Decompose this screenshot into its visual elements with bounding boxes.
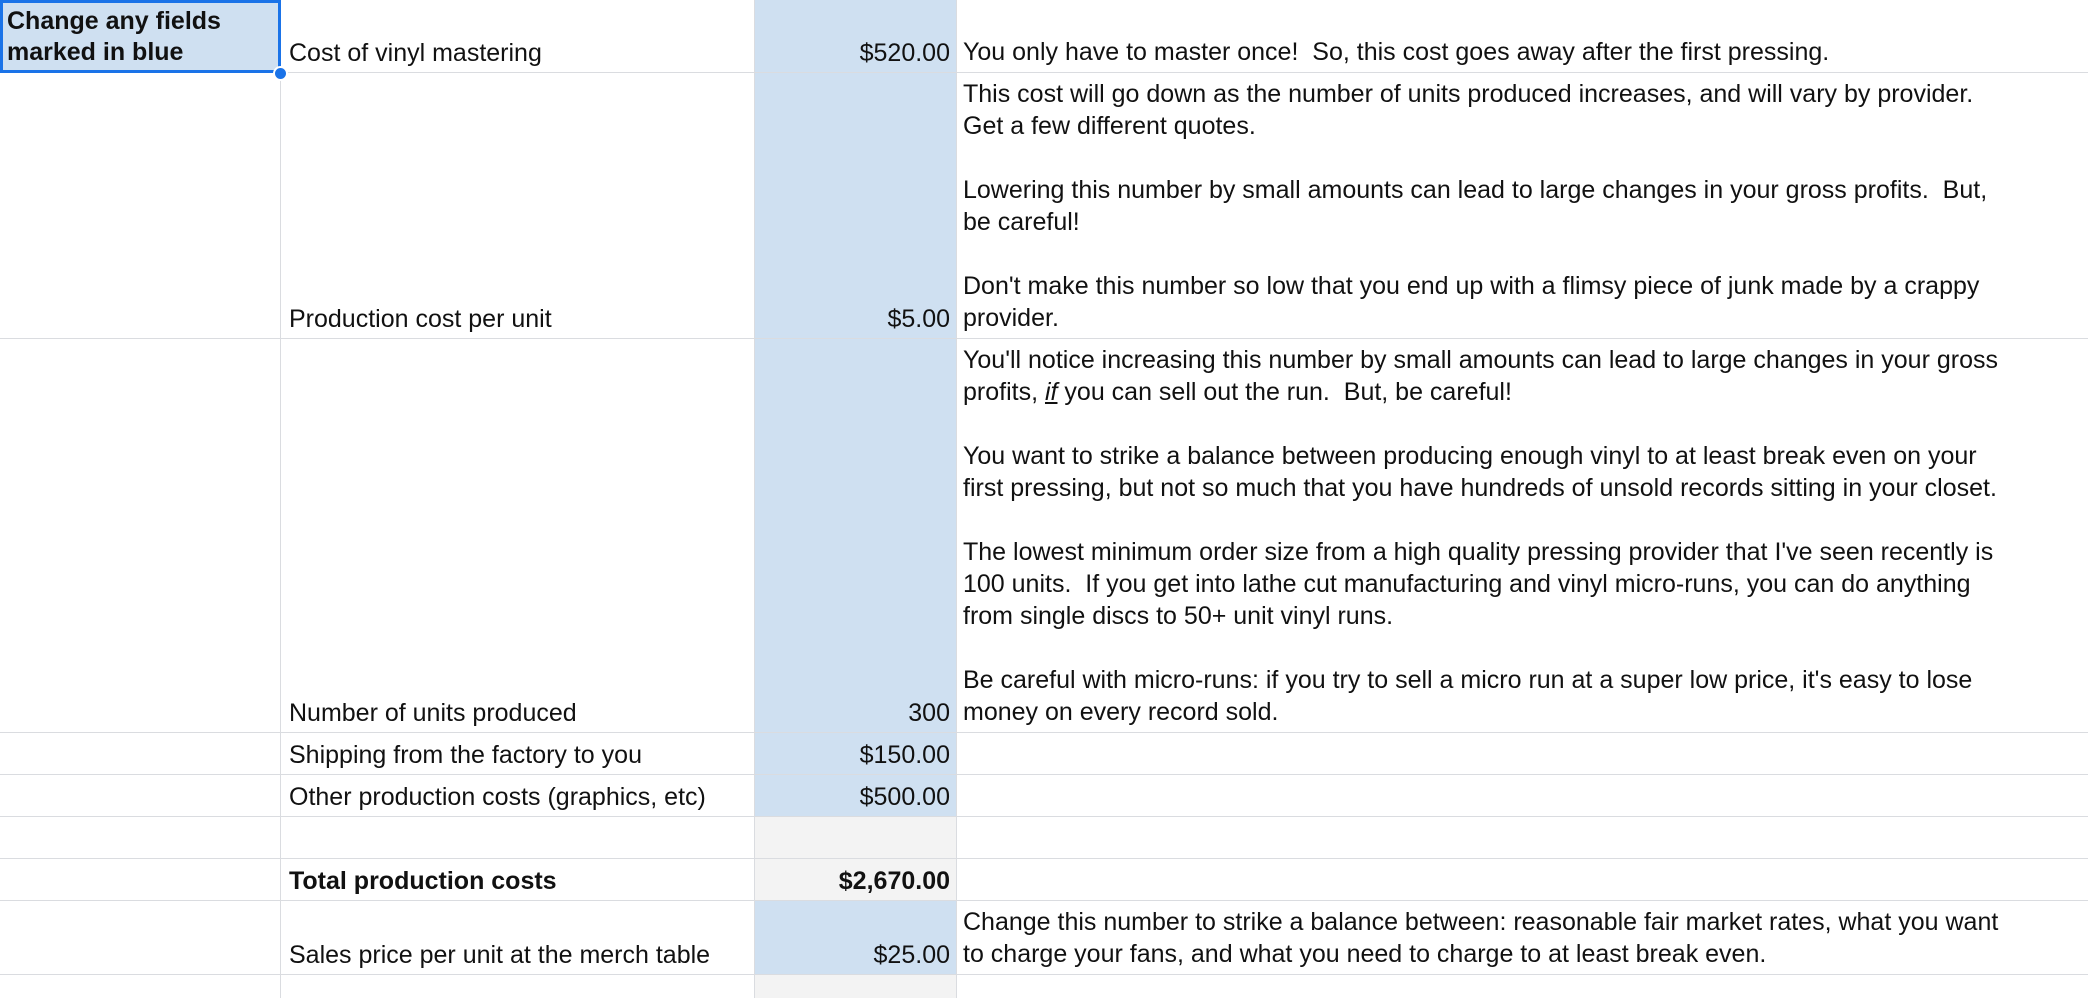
header-note-text: Change any fields marked in blue xyxy=(7,7,221,66)
row-6-note-cell[interactable] xyxy=(957,859,2088,900)
row-8-note-cell[interactable] xyxy=(957,975,2088,998)
row-2-value-cell[interactable] xyxy=(755,339,957,732)
row-3-label: Shipping from the factory to you xyxy=(289,741,642,769)
row-4-value: $500.00 xyxy=(859,783,950,811)
row-2-note-cell[interactable] xyxy=(957,339,2088,732)
row-2-value: 300 xyxy=(908,699,950,727)
row-2-note-part-2: you can sell out the run. But, be careful! You want to strike a balance between producing enough vinyl to at least break even on your first pressing, but not so much that you have hundreds of unsold records sitting in your closet. The lowest minimum order size from a high quality pressing provider that I've seen recently is 100 units. If you get into lathe cut manufacturing and vinyl micro-runs, you can do anything from single discs to 50+ unit vinyl runs. Be careful with micro-runs: if you try to sell a micro run at a super low price, it's easy to lose money on every record sold. xyxy=(963,378,1997,726)
row-7-col-a[interactable] xyxy=(0,901,281,974)
row-4-value-cell[interactable] xyxy=(755,775,957,816)
row-0-note-cell[interactable] xyxy=(957,0,2088,72)
row-5-label-cell[interactable] xyxy=(281,817,755,858)
row-8-col-a[interactable] xyxy=(0,975,281,998)
row-2-col-a[interactable] xyxy=(0,339,281,732)
row-7-value-cell[interactable] xyxy=(755,901,957,974)
row-1-note: This cost will go down as the number of units produced increases, and will vary by provider. Get a few different quotes. Lowering this number by small amounts can lead to large changes in your gross profits. But, be careful! Don't make this number so low that you end up with a flimsy piece of junk made by a crappy provider. xyxy=(963,80,1988,332)
row-3-col-a[interactable] xyxy=(0,733,281,774)
row-5-note-cell[interactable] xyxy=(957,817,2088,858)
row-2-label-cell[interactable] xyxy=(281,339,755,732)
row-sales-price xyxy=(0,901,2088,975)
row-0-value: $520.00 xyxy=(859,39,950,67)
row-7-note: Change this number to strike a balance between: reasonable fair market rates, what you want to charge your fans, and what you need to charge to at least break even. xyxy=(963,908,1999,968)
row-3-value: $150.00 xyxy=(859,741,950,769)
row-6-label: Total production costs xyxy=(289,867,557,895)
row-total-production xyxy=(0,859,2088,901)
row-7-note-cell[interactable] xyxy=(957,901,2088,974)
row-5-col-a[interactable] xyxy=(0,817,281,858)
row-4-label-cell[interactable] xyxy=(281,775,755,816)
row-6-value: $2,670.00 xyxy=(838,867,950,895)
row-3-note-cell[interactable] xyxy=(957,733,2088,774)
row-0-label: Cost of vinyl mastering xyxy=(289,39,542,67)
row-empty-1 xyxy=(0,817,2088,859)
row-empty-2 xyxy=(0,975,2088,998)
row-2-note xyxy=(963,344,1998,728)
row-1-note-cell[interactable] xyxy=(957,73,2088,338)
fill-handle[interactable] xyxy=(273,66,288,81)
row-6-col-a[interactable] xyxy=(0,859,281,900)
row-2-note-part-1: You'll notice increasing this number by small amounts can lead to large changes in your gross profits, xyxy=(963,346,1998,406)
row-other-costs xyxy=(0,775,2088,817)
row-7-label: Sales price per unit at the merch table xyxy=(289,941,711,969)
row-1-value: $5.00 xyxy=(887,305,950,333)
row-3-label-cell[interactable] xyxy=(281,733,755,774)
row-1-value-cell[interactable] xyxy=(755,73,957,338)
row-units-produced xyxy=(0,339,2088,733)
row-6-value-cell[interactable] xyxy=(755,859,957,900)
row-1-col-a[interactable] xyxy=(0,73,281,338)
row-8-value-cell[interactable] xyxy=(755,975,957,998)
header-note-cell[interactable] xyxy=(0,0,281,73)
row-vinyl-mastering xyxy=(0,0,2088,73)
row-0-value-cell[interactable] xyxy=(755,0,957,72)
row-shipping xyxy=(0,733,2088,775)
row-4-label: Other production costs (graphics, etc) xyxy=(289,783,706,811)
row-7-label-cell[interactable] xyxy=(281,901,755,974)
row-2-note-emphasis: if xyxy=(1044,378,1058,406)
row-0-label-cell[interactable] xyxy=(281,0,755,72)
row-2-label: Number of units produced xyxy=(289,699,577,727)
row-production-cost xyxy=(0,73,2088,339)
row-0-note: You only have to master once! So, this cost goes away after the first pressing. xyxy=(963,38,1830,66)
row-4-col-a[interactable] xyxy=(0,775,281,816)
row-6-label-cell[interactable] xyxy=(281,859,755,900)
row-1-label: Production cost per unit xyxy=(289,305,552,333)
row-7-value: $25.00 xyxy=(873,941,950,969)
row-8-label-cell[interactable] xyxy=(281,975,755,998)
row-3-value-cell[interactable] xyxy=(755,733,957,774)
row-5-value-cell[interactable] xyxy=(755,817,957,858)
row-4-note-cell[interactable] xyxy=(957,775,2088,816)
row-1-label-cell[interactable] xyxy=(281,73,755,338)
